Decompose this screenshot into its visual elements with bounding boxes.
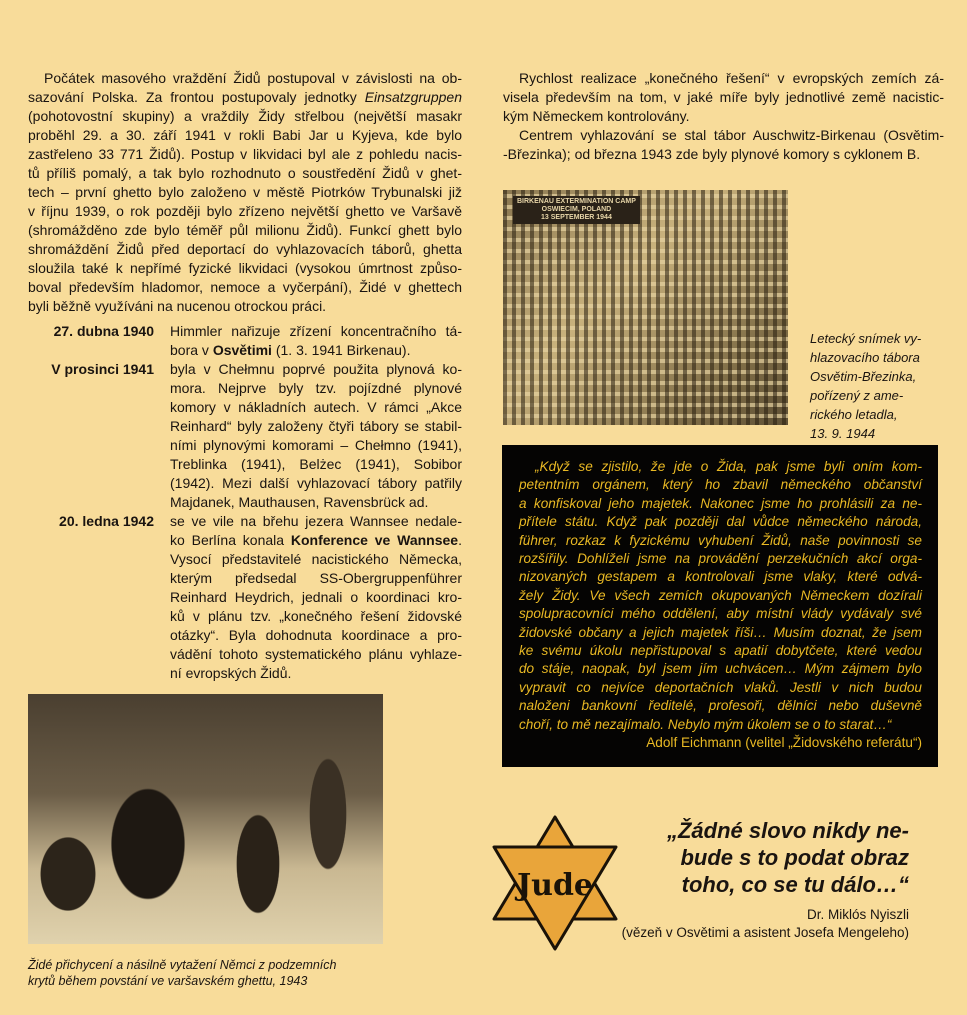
text-line: proběhl 29. a 30. září 1941 v rokli Babi Jar u Kyjeva, kde bylo (28, 127, 462, 143)
text-line: (shromážděno zde bylo téměř půl milionu Židů). Funkcí ghett bylo (28, 222, 462, 238)
aerial-photo-label (513, 196, 640, 224)
text-line: krytů během povstání ve varšavském ghettu, 1943 (28, 974, 308, 988)
text-line: tech – první ghetto bylo založeno v městě Piotrków Trybunalski již (28, 184, 462, 200)
right-intro-text (503, 69, 944, 164)
text-line: bude s to podat obraz (680, 845, 909, 870)
label-line: OSWIECIM, POLAND (541, 206, 612, 213)
nyiszli-role: (vězeň v Osvětimi a asistent Josefa Mengeleho) (621, 925, 909, 940)
text-line: a konfiskoval jeho majetek. Nakonec jsme ho prohlásili za ne- (519, 495, 922, 511)
text-line: tů příliš pomalý, a tak bylo rozhodnuto o soustředění Židů v ghet- (28, 165, 462, 181)
text-line: kterým předsedal SS-Obergruppenführer (170, 570, 462, 586)
text-line: nizovaných gestapem a kontrolovali jsme vlaky, které odvá- (519, 569, 922, 585)
text-line: 13. 9. 1944 (810, 426, 876, 441)
eichmann-attribution: Adolf Eichmann (velitel „Židovského referátu“) (646, 735, 922, 751)
label-line: BIRKENAU EXTERMINATION CAMP (517, 198, 636, 205)
timeline-text (170, 512, 462, 683)
text-line: naloženi bankovní ředitelé, profesoři, dělníci nebo duševně (519, 698, 922, 714)
nyiszli-name: Dr. Miklós Nyiszli (806, 907, 909, 922)
text-line: toho, co se tu dálo…“ (681, 872, 909, 897)
aerial-photo-caption (810, 329, 940, 443)
text-line: v říjnu 1939, o rok později bylo zřízeno největší ghetto ve Varšavě (28, 203, 462, 219)
text-line: vádění tohoto systematického plánu vyhlaze- (170, 646, 462, 662)
text-line: Vysocí představitelé nacistického Německa, (170, 551, 462, 567)
text-line: spolupracovníci mého oddělení, aby místní vlády vydávaly své (519, 606, 922, 622)
text-line: führer, rozkaz k fyzickému vyhubení Židů, naše povinnosti se (519, 532, 922, 548)
text-line: otázky“. Byla dohodnuta koordinace a pro- (170, 627, 462, 643)
warsaw-ghetto-photo (28, 694, 383, 944)
eichmann-quote (519, 458, 922, 734)
text-line: Centrem vyhlazování se stal tábor Auschwitz-Birkenau (Osvětim- (519, 127, 944, 143)
text-line: petentním orgánem, který ho zbavil německého občanství (519, 477, 922, 493)
text-line: do stáje, naopak, byl jsem jím uchvácen… Mým zájmem bylo (519, 661, 922, 677)
text-line: mora. Nejprve byly tzv. pojízdné plynové (170, 380, 462, 396)
text-line: Reinhard Heydrich, jednali o koordinaci kro- (170, 589, 462, 605)
intro-paragraph (28, 69, 462, 316)
text-line: (pohotovostní skupiny) a vraždily Židy střelbou (největší masakr (28, 108, 462, 124)
text-line: Reinhard“ byly založeny čtyři tábory se stabil- (170, 418, 462, 434)
text-line: Treblinka (1941), Belżec (1941), Sobibor (170, 456, 462, 472)
text-line: ními plynovými komorami – Chełmno (1941), (170, 437, 462, 453)
text-line: ko Berlína konala Konference ve Wannsee. (170, 532, 462, 548)
timeline-entry (28, 322, 462, 360)
text-line: sazování Polska. Za frontou postupovaly jednotky Einsatzgruppen (28, 89, 462, 105)
text-line: shromáždění Židů před deportací do vyhlazovacích táborů, ghetta (28, 241, 462, 257)
ghetto-photo-caption (28, 957, 408, 989)
text-line: „Žádné slovo nikdy ne- (666, 818, 909, 843)
text-line: hlazovacího tábora (810, 350, 920, 365)
text-line: byla v Chełmnu poprvé použita plynová ko- (170, 361, 462, 377)
text-line: pořízený z ame- (810, 388, 904, 403)
text-line: Židé přichycení a násilně vytažení Němci z podzemních (28, 958, 337, 972)
timeline (28, 322, 462, 683)
text-line: kým Německem kontrolovány. (503, 108, 690, 124)
text-line: ků v plánu tzv. „konečného řešení židovské (170, 608, 462, 624)
star-text: Jude (516, 868, 594, 903)
nyiszli-quote (609, 817, 909, 898)
text-line: -Březinka); od března 1943 zde byly plynové komory s cyklonem B. (503, 146, 921, 162)
text-line: komory v nákladních autech. V rámci „Akce (170, 399, 462, 415)
timeline-date: V prosinci 1941 (51, 361, 154, 377)
text-line: (1942). Mezi další vyhlazovací tábory patřily (170, 475, 462, 491)
text-line: Himmler nařizuje zřízení koncentračního tá- (170, 323, 462, 339)
text-line: rozšířily. Dohlíželi jsme na provádění perzekučních akcí orga- (519, 551, 922, 567)
timeline-date: 20. ledna 1942 (59, 513, 154, 529)
text-line: choří, to mě nezajímalo. Nebylo mým úkolem se o to starat…“ (519, 716, 892, 732)
text-line: přítele státu. Když pak později dal vůdce německého národa, (519, 514, 922, 530)
text-line: byli běžně využíváni na nucenou otrockou práci. (28, 298, 327, 314)
text-line: se ve vile na břehu jezera Wannsee nedale- (170, 513, 462, 529)
timeline-entry (28, 512, 462, 683)
nyiszli-attribution (549, 906, 909, 942)
text-line: boval především hladomor, nemoce a vyčerpání), Židé v ghettech (28, 279, 462, 295)
label-line: 13 SEPTEMBER 1944 (541, 214, 612, 221)
text-line: ní evropských Židů. (170, 665, 292, 681)
timeline-date: 27. dubna 1940 (53, 323, 154, 339)
text-line: žely Židy. Ve všech zemích okupovaných Německem dozírali (519, 587, 922, 603)
text-line: Osvětim-Březinka, (810, 369, 917, 384)
timeline-text (170, 322, 462, 360)
text-line: židovské občany a jejich majetek říši… Musím doznat, že jsem (519, 624, 922, 640)
timeline-entry (28, 360, 462, 512)
text-line: Letecký snímek vy- (810, 331, 922, 346)
text-line: bora v Osvětimi (1. 3. 1941 Birkenau). (170, 342, 411, 358)
text-line: visela především na tom, v jaké míře byly jednotlivé země nacistic- (503, 89, 944, 105)
timeline-text (170, 360, 462, 512)
aerial-photo-birkenau (503, 190, 788, 425)
text-line: Rychlost realizace „konečného řešení“ v evropských zemích zá- (519, 70, 944, 86)
text-line: sloužila také k nepřímé fyzické likvidaci (vysokou úmrtnost způso- (28, 260, 462, 276)
text-line: rického letadla, (810, 407, 898, 422)
text-line: Majdanek, Mauthausen, Ravensbrück ad. (170, 494, 429, 510)
eichmann-quote-box (502, 445, 938, 767)
text-line: ke svému úkolu nepřistupoval s apatií dobytčete, které vedou (519, 643, 922, 659)
text-line: Počátek masového vraždění Židů postupoval v závislosti na ob- (44, 70, 462, 86)
text-line: zastřeleno 33 771 Židů). Postup v likvidaci byl ale z pohledu nacis- (28, 146, 462, 162)
text-line: vypravit co nejvíce deportačních vlaků. Jestli v nich budou (519, 679, 922, 695)
text-line: „Když se zjistilo, že jde o Žida, pak jsme byli oním kom- (535, 459, 922, 474)
